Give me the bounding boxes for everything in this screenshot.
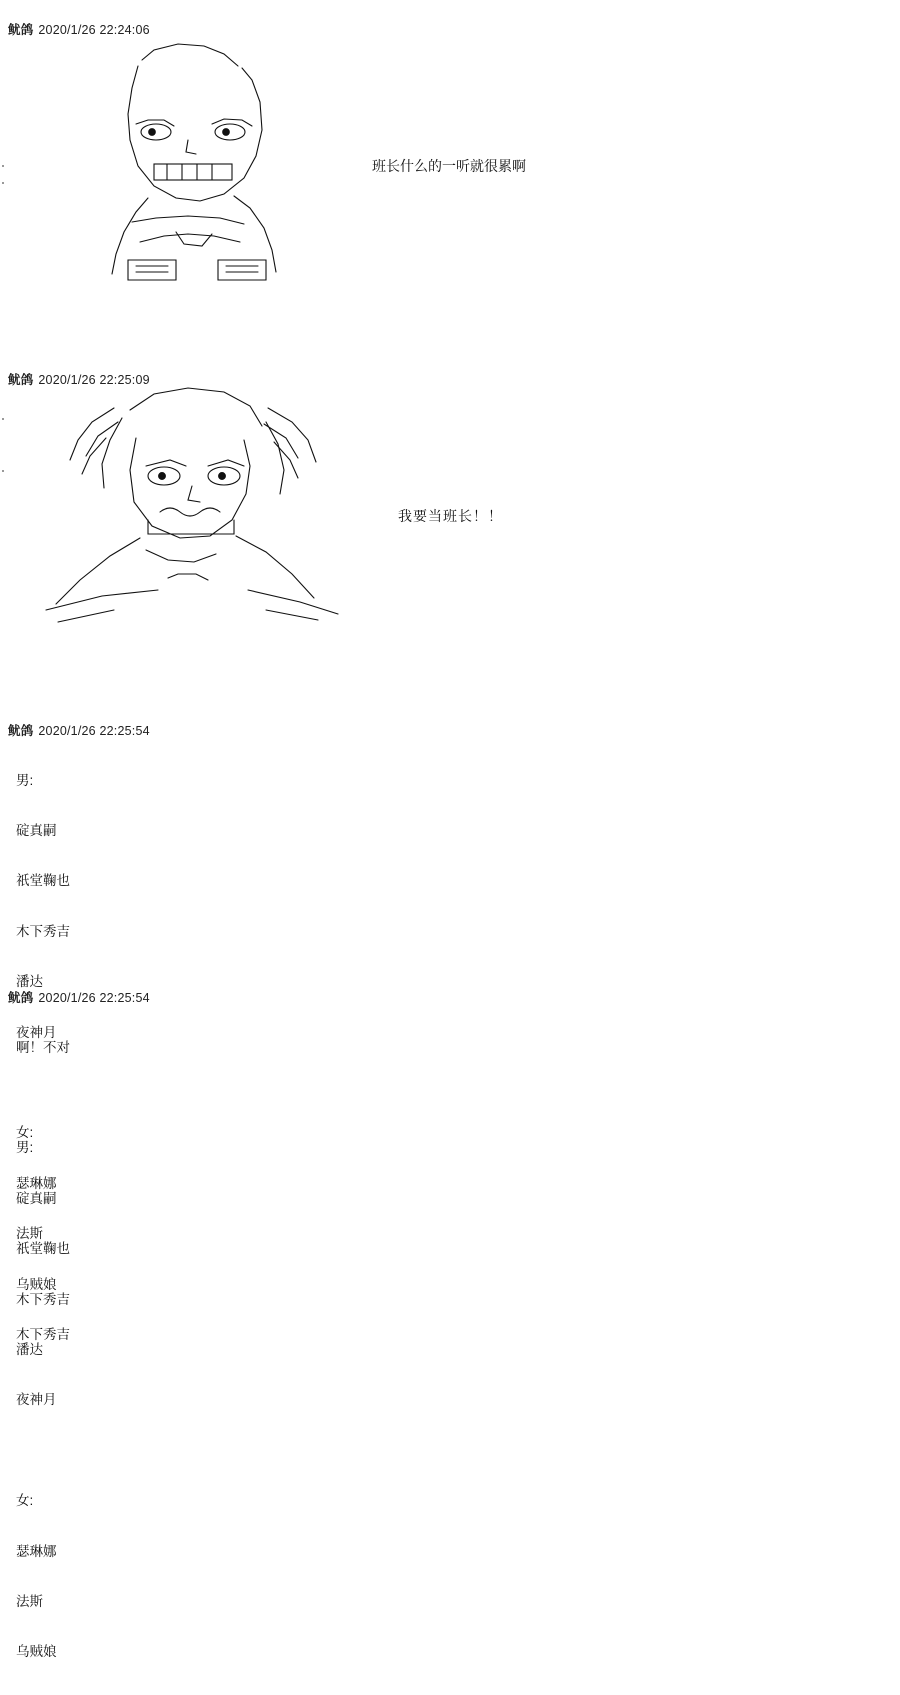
post-4-spacer-1 xyxy=(16,1090,150,1107)
post-3-header xyxy=(8,723,150,739)
post-3-line-9: 法斯 xyxy=(16,1226,43,1242)
post-4-line-4: 祇堂鞠也 xyxy=(16,1241,70,1257)
post-3-line-5: 夜神月 xyxy=(16,1024,57,1040)
post-2-timestamp: 2020/1/26 22:25:09 xyxy=(38,373,150,387)
post-4-author: 鱿鸽 xyxy=(8,991,34,1005)
edge-mark xyxy=(2,182,4,184)
post-3-line-1: 碇真嗣 xyxy=(16,822,57,838)
edge-mark xyxy=(2,165,4,167)
ascii-art-figure-2 xyxy=(18,378,348,628)
post-4-line-11: 法斯 xyxy=(16,1593,43,1609)
post-4-line-7: 夜神月 xyxy=(16,1392,57,1408)
post-4-line-12: 乌贼娘 xyxy=(16,1644,57,1660)
post-4-line-3: 碇真嗣 xyxy=(16,1190,57,1206)
post-3-line-2: 祇堂鞠也 xyxy=(16,873,70,889)
post-1-timestamp: 2020/1/26 22:24:06 xyxy=(38,23,150,37)
post-4-line-5: 木下秀吉 xyxy=(16,1291,70,1307)
post-4 xyxy=(0,990,150,1695)
post-2-author: 鱿鸽 xyxy=(8,373,34,387)
post-4-line-10: 瑟琳娜 xyxy=(16,1543,57,1559)
post-4-line-9: 女: xyxy=(16,1493,34,1509)
post-3-line-7: 女: xyxy=(16,1125,34,1141)
post-1-line: 班长什么的一听就很累啊 xyxy=(372,158,526,174)
post-3-timestamp: 2020/1/26 22:25:54 xyxy=(38,724,150,738)
post-3-line-3: 木下秀吉 xyxy=(16,923,70,939)
post-4-line-2: 男: xyxy=(16,1140,34,1156)
post-2-line: 我要当班长！！ xyxy=(398,508,503,524)
post-1-ascii-art xyxy=(92,36,322,291)
post-4-line-6: 潘达 xyxy=(16,1341,43,1357)
post-4-timestamp: 2020/1/26 22:25:54 xyxy=(38,991,150,1005)
post-4-header xyxy=(8,990,150,1006)
post-2-ascii-art xyxy=(18,378,348,633)
edge-mark xyxy=(2,418,4,420)
post-1-author: 鱿鸽 xyxy=(8,23,34,37)
edge-mark xyxy=(2,470,4,472)
post-3-author: 鱿鸽 xyxy=(8,724,34,738)
post-3-line-4: 潘达 xyxy=(16,974,43,990)
post-3-line-11: 木下秀吉 xyxy=(16,1326,70,1342)
post-3-line-8: 瑟琳娜 xyxy=(16,1175,57,1191)
post-4-line-0: 啊！不对 xyxy=(16,1039,70,1055)
post-3-line-0: 男: xyxy=(16,772,34,788)
post-3-line-10: 乌贼娘 xyxy=(16,1276,57,1292)
post-4-body xyxy=(16,1006,150,1695)
ascii-art-figure-1 xyxy=(92,36,322,286)
post-4-spacer-2 xyxy=(16,1443,150,1460)
